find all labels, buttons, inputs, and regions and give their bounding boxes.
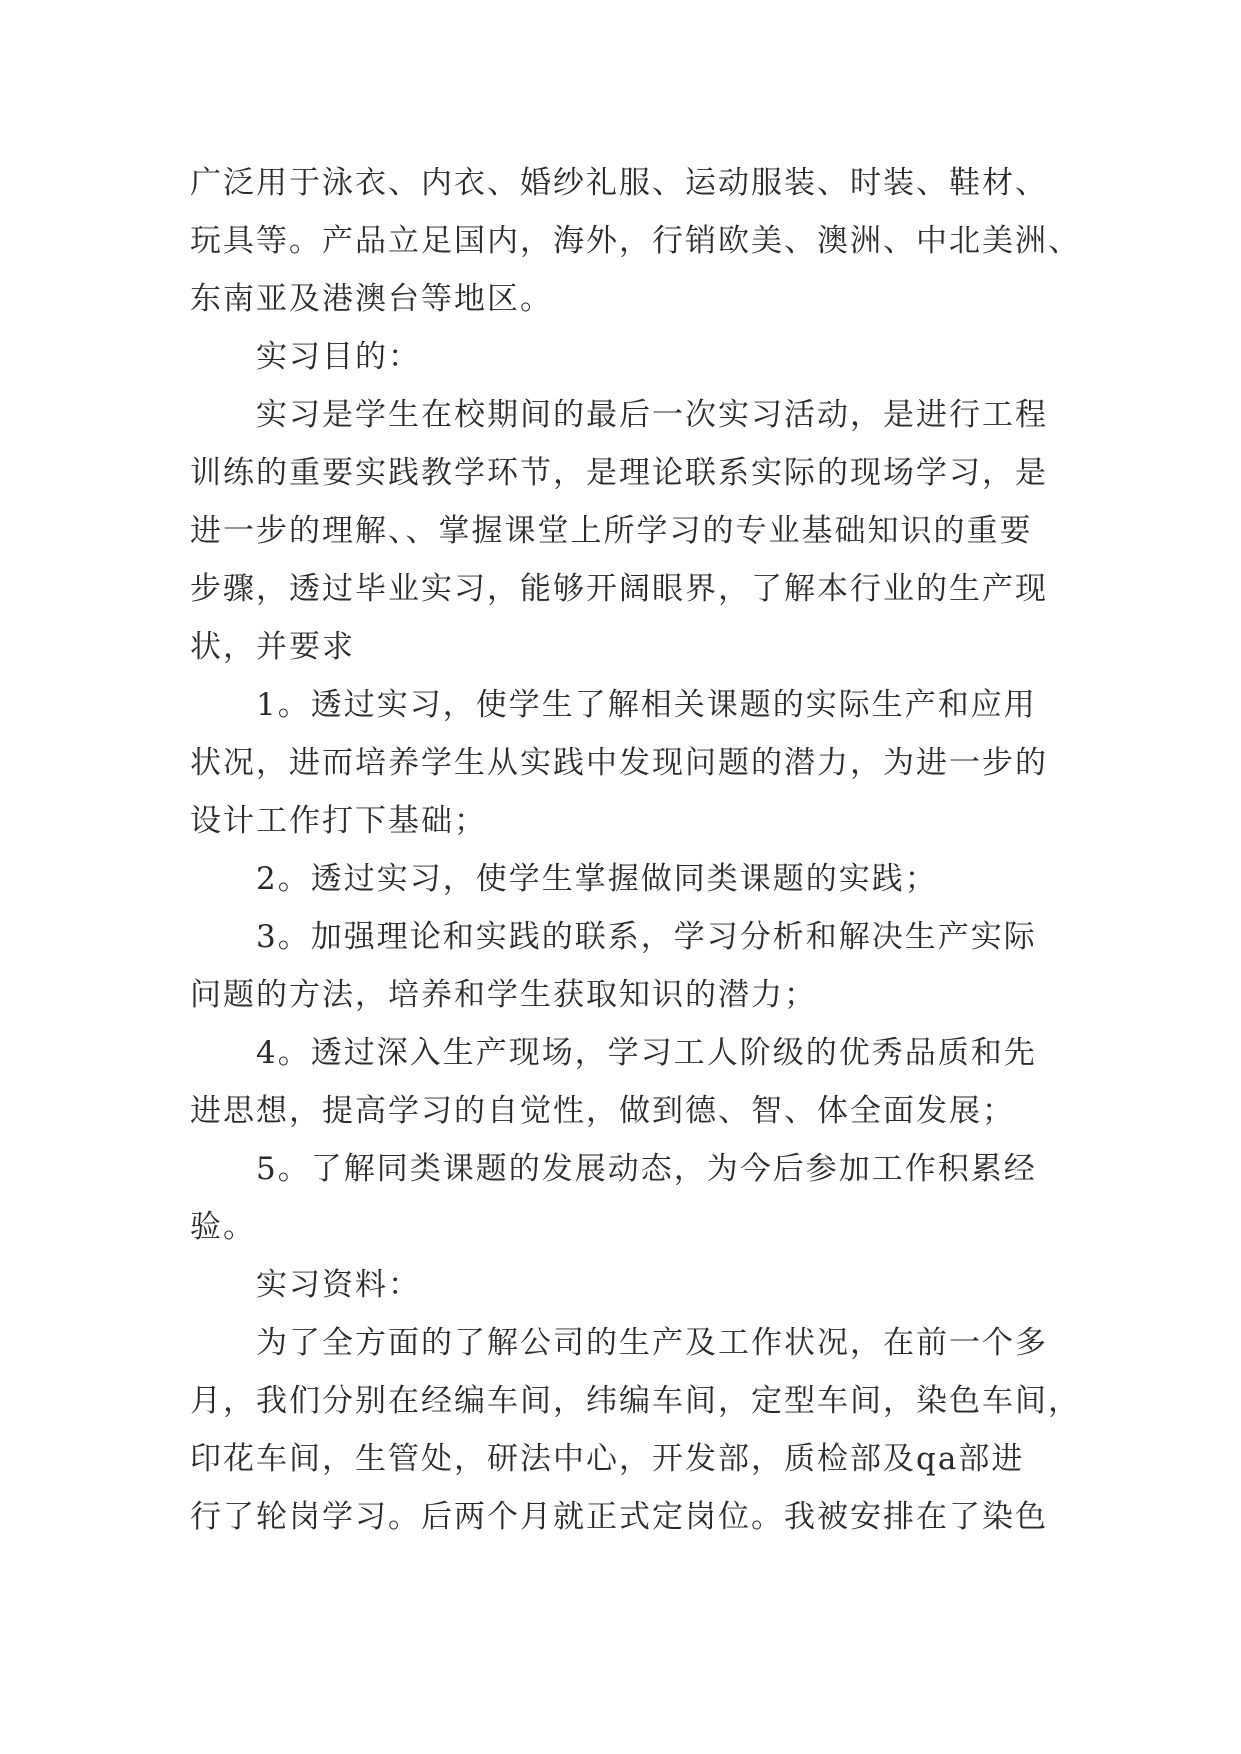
list-item-2: 2。透过实习，使学生掌握做同类课题的实践；: [256, 861, 938, 897]
paragraph-first-line: 实习是学生在校期间的最后一次实习活动，是进行工程: [256, 397, 1048, 433]
text-line: 状况，进而培养学生从实践中发现问题的潜力，为进一步的: [190, 745, 1048, 781]
text-line: 训练的重要实践教学环节，是理论联系实际的现场学习，是: [190, 455, 1048, 491]
text-line: 广泛用于泳衣、内衣、婚纱礼服、运动服装、时装、鞋材、: [190, 165, 1048, 201]
paragraph-first-line: 为了全方面的了解公司的生产及工作状况，在前一个多: [256, 1325, 1048, 1361]
text-line: 印花车间，生管处，研法中心，开发部，质检部及qa部进: [190, 1441, 1025, 1477]
text-line: 验。: [190, 1209, 256, 1245]
list-item-3: 3。加强理论和实践的联系，学习分析和解决生产实际: [256, 919, 1037, 955]
list-item-5: 5。了解同类课题的发展动态，为今后参加工作积累经: [256, 1151, 1037, 1187]
section-heading: 实习目的：: [256, 339, 421, 375]
text-line: 玩具等。产品立足国内，海外，行销欧美、澳洲、中北美洲、: [190, 223, 1081, 259]
text-line: 状，并要求: [190, 629, 355, 665]
text-line: 行了轮岗学习。后两个月就正式定岗位。我被安排在了染色: [190, 1499, 1048, 1535]
text-line: 设计工作打下基础；: [190, 803, 487, 839]
text-line: 步骤，透过毕业实习，能够开阔眼界，了解本行业的生产现: [190, 571, 1048, 607]
list-item-4: 4。透过深入生产现场，学习工人阶级的优秀品质和先: [256, 1035, 1037, 1071]
list-item-1: 1。透过实习，使学生了解相关课题的实际生产和应用: [256, 687, 1037, 723]
text-line: 月，我们分别在经编车间，纬编车间，定型车间，染色车间，: [190, 1383, 1081, 1419]
text-line: 东南亚及港澳台等地区。: [190, 281, 553, 317]
text-line: 问题的方法，培养和学生获取知识的潜力；: [190, 977, 817, 1013]
text-line: 进一步的理解、、掌握课堂上所学习的专业基础知识的重要: [190, 513, 1033, 549]
text-line: 进思想，提高学习的自觉性，做到德、智、体全面发展；: [190, 1093, 1015, 1129]
section-heading: 实习资料：: [256, 1267, 421, 1303]
